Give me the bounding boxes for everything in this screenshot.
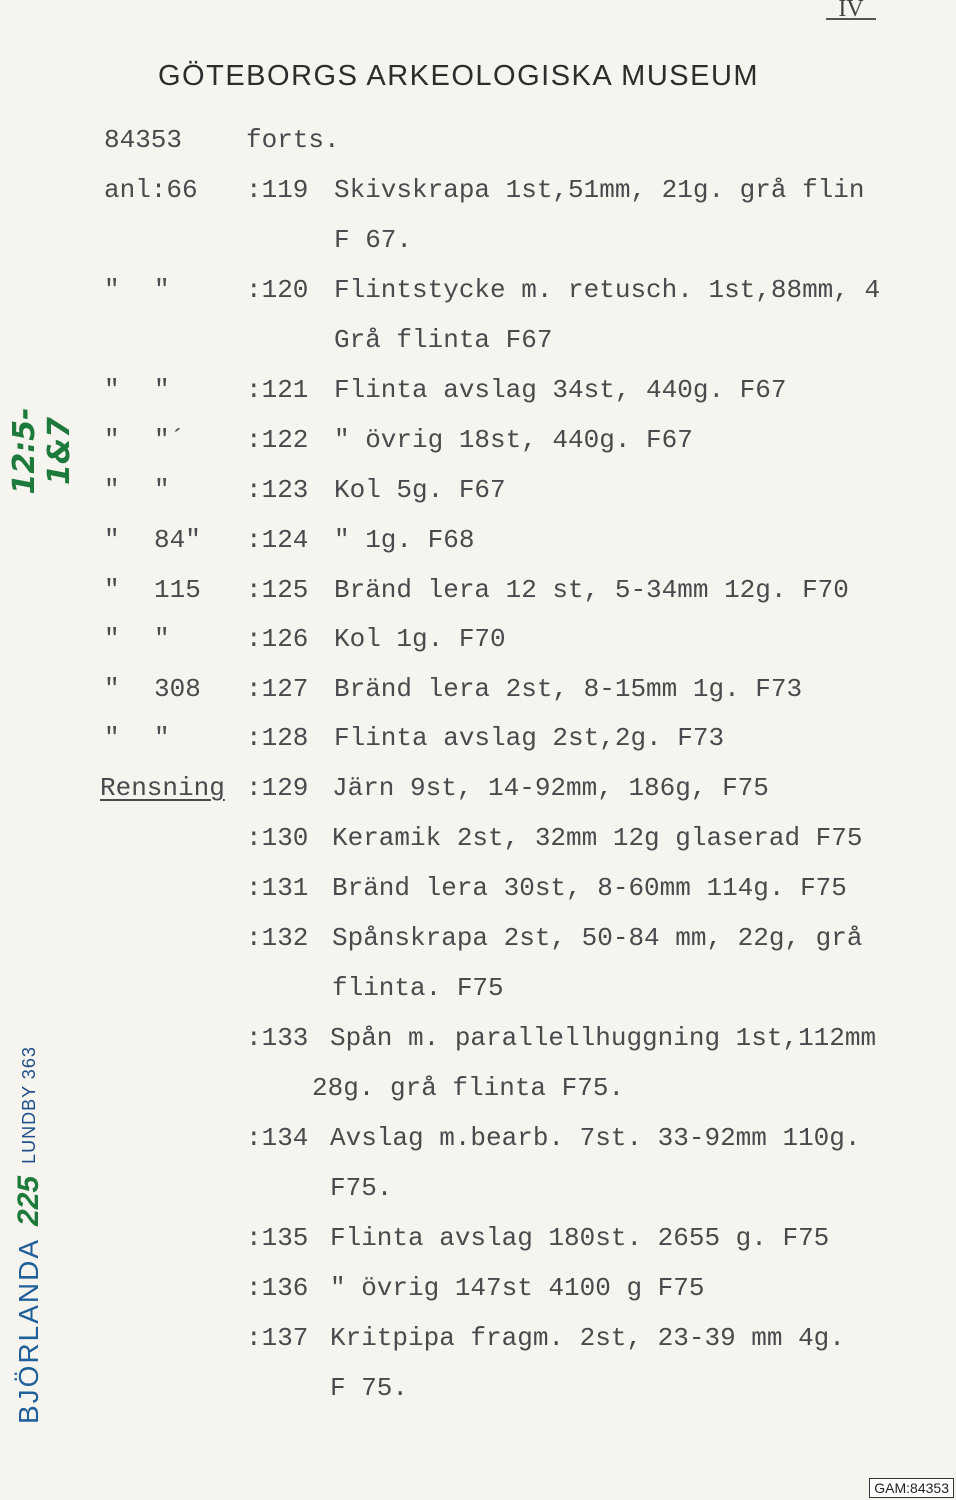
entry-context: " [104, 624, 120, 654]
entry-description: Flinta avslag 2st,2g. F73 [334, 723, 725, 753]
entry-description: Flintstycke m. retusch. 1st,88mm, 4 [334, 275, 881, 305]
spine-label [11, 1004, 47, 1424]
entry-number: :124 [246, 525, 309, 555]
entry-description: " övrig 18st, 440g. F67 [334, 425, 693, 455]
entry-number: :134 [246, 1123, 309, 1153]
entry-description: Bränd lera 30st, 8-60mm 114g. F75 [332, 873, 847, 903]
entry-layer: " [154, 723, 170, 753]
continued-note: forts. [246, 125, 340, 155]
entry-description: Bränd lera 12 st, 5-34mm 12g. F70 [334, 575, 849, 605]
entry-layer: " [154, 275, 170, 305]
entry-description: " övrig 147st 4100 g F75 [330, 1273, 705, 1303]
entry-number: :135 [246, 1223, 309, 1253]
entry-number: :136 [246, 1273, 309, 1303]
entry-description: Avslag m.bearb. 7st. 33-92mm 110g. [330, 1123, 861, 1153]
entry-layer: " [154, 475, 170, 505]
entry-context: " [104, 674, 120, 704]
entry-description: Järn 9st, 14-92mm, 186g, F75 [332, 773, 769, 803]
entry-description: Spånskrapa 2st, 50-84 mm, 22g, grå [332, 923, 863, 953]
entry-description: flinta. F75 [332, 973, 504, 1003]
entry-description: Keramik 2st, 32mm 12g glaserad F75 [332, 823, 863, 853]
entry-context: " [104, 375, 120, 405]
entry-description: Kol 5g. F67 [334, 475, 506, 505]
margin-annotation: 12:5-1&7 [7, 407, 77, 495]
entry-description: 28g. grå flinta F75. [312, 1073, 625, 1103]
entry-description: Grå flinta F67 [334, 325, 553, 355]
entry-number: :125 [246, 575, 309, 605]
entry-number: :120 [246, 275, 309, 305]
entry-description: Flinta avslag 180st. 2655 g. F75 [330, 1223, 830, 1253]
reference-label: GAM:84353 [869, 1478, 954, 1498]
entry-context: anl:66 [104, 175, 198, 205]
entry-number: :119 [246, 175, 309, 205]
entry-context: " [104, 275, 120, 305]
entry-layer: 308 [154, 674, 201, 704]
entry-description: Bränd lera 2st, 8-15mm 1g. F73 [334, 674, 803, 704]
entry-description: F 67. [334, 225, 413, 255]
entry-layer: " [154, 375, 170, 405]
entry-context: " [104, 723, 120, 753]
entry-description: Flinta avslag 34st, 440g. F67 [334, 375, 787, 405]
entry-description: Spån m. parallellhuggning 1st,112mm [330, 1023, 877, 1053]
entry-number: :130 [246, 823, 309, 853]
entry-layer: 84" [154, 525, 201, 555]
entry-layer: " [154, 624, 170, 654]
entry-description: " 1g. F68 [334, 525, 475, 555]
entry-description: Kritpipa fragm. 2st, 23-39 mm 4g. [330, 1323, 845, 1353]
entry-description: Skivskrapa 1st,51mm, 21g. grå flin [334, 175, 865, 205]
entry-number: :121 [246, 375, 309, 405]
entry-context: " [104, 425, 120, 455]
entry-number: :128 [246, 723, 309, 753]
entry-number: :129 [246, 773, 309, 803]
entry-description: F75. [330, 1173, 393, 1203]
site-number: 225 [12, 1175, 45, 1226]
entry-number: :131 [246, 873, 309, 903]
entry-layer: "´ [154, 425, 186, 455]
entry-number: :132 [246, 923, 309, 953]
entry-number: :133 [246, 1023, 309, 1053]
page-number: IV [826, 0, 876, 20]
entry-description: F 75. [330, 1373, 409, 1403]
entry-context: " [104, 525, 120, 555]
parish-name: BJÖRLANDA [13, 1237, 44, 1424]
entry-number: :127 [246, 674, 309, 704]
entry-description: Kol 1g. F70 [334, 624, 506, 654]
entry-number: :122 [246, 425, 309, 455]
entry-context: " [104, 475, 120, 505]
entry-context: Rensning [100, 773, 225, 803]
entry-number: :126 [246, 624, 309, 654]
entry-number: :137 [246, 1323, 309, 1353]
entry-layer: 115 [154, 575, 201, 605]
museum-title: GÖTEBORGS ARKEOLOGISKA MUSEUM [158, 60, 760, 92]
entry-context: " [104, 575, 120, 605]
catalog-number: 84353 [104, 125, 183, 155]
place-name: LUNDBY 363 [18, 1046, 39, 1164]
entry-number: :123 [246, 475, 309, 505]
